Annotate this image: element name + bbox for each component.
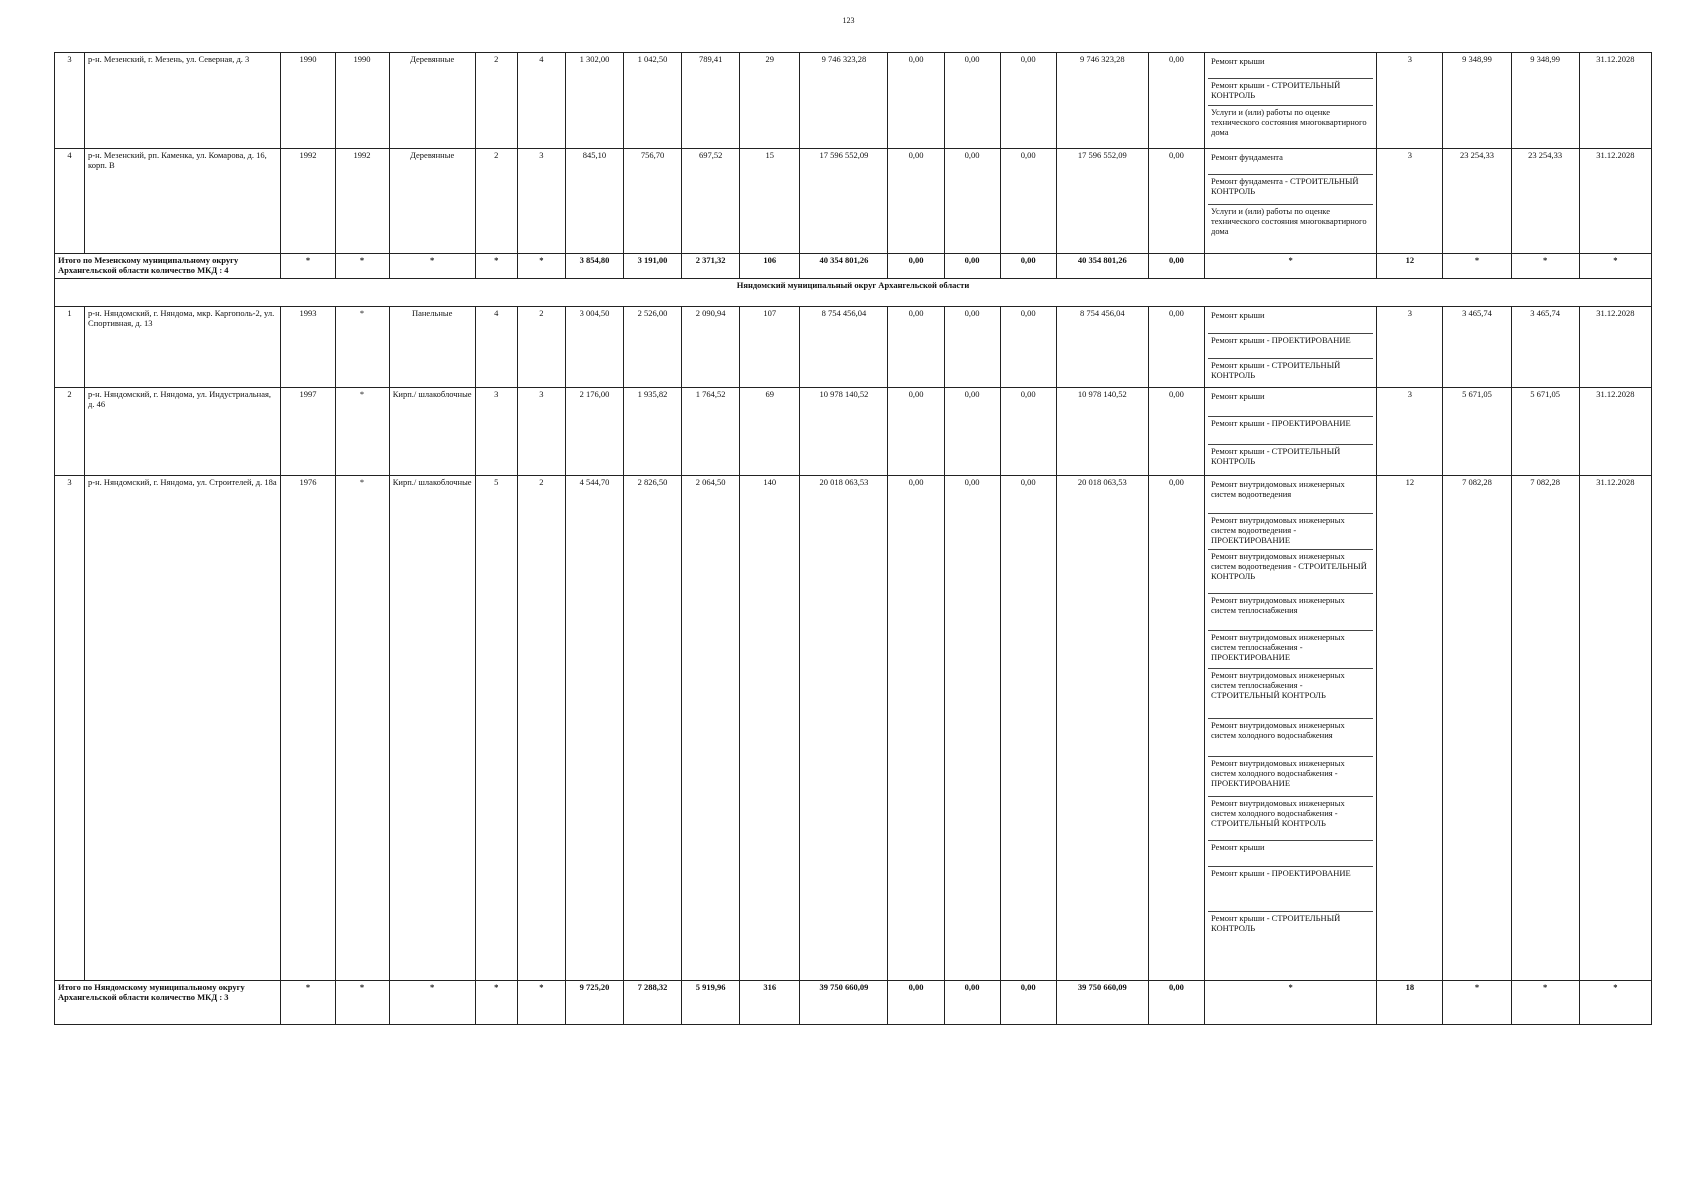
cell-works-count: 3: [1377, 149, 1443, 254]
work-item: Ремонт внутридомовых инженерных систем холодного водоснабжения - ПРОЕКТИРОВАНИЕ: [1208, 757, 1373, 797]
cell-area-total: 845,10: [565, 149, 623, 254]
work-item: Ремонт крыши - ПРОЕКТИРОВАНИЕ: [1208, 334, 1373, 359]
cell-deadline: 31.12.2028: [1579, 388, 1651, 476]
cell-residents: 69: [740, 388, 800, 476]
total-fund-regional: 0,00: [944, 254, 1000, 279]
cell-fund-local: 0,00: [1000, 53, 1056, 149]
cell-wall-material: Деревянные: [389, 149, 475, 254]
cell-entrances: 2: [517, 307, 565, 388]
work-item: Ремонт крыши - ПРОЕКТИРОВАНИЕ: [1208, 867, 1373, 912]
row-number: 4: [55, 149, 85, 254]
cell-cost-per-m2: 23 254,33: [1443, 149, 1511, 254]
work-item: Ремонт крыши: [1208, 390, 1373, 417]
cell-year-built: 1992: [281, 149, 335, 254]
total-entrances: *: [517, 981, 565, 1025]
cell-limit-per-m2: 7 082,28: [1511, 476, 1579, 981]
cell-fund-owners: 8 754 456,04: [1056, 307, 1148, 388]
building-row: [55, 388, 1652, 476]
cell-year-commission: *: [335, 476, 389, 981]
cell-fund-regional: 0,00: [944, 53, 1000, 149]
building-address: р-н. Няндомский, г. Няндома, мкр. Каргополь-2, ул. Спортивная, д. 13: [85, 307, 281, 388]
cell-area-residential: 2 090,94: [682, 307, 740, 388]
work-item: Ремонт крыши - СТРОИТЕЛЬНЫЙ КОНТРОЛЬ: [1211, 913, 1341, 933]
cell-limit-per-m2: 9 348,99: [1511, 53, 1579, 149]
cell-cost-total: 8 754 456,04: [800, 307, 888, 388]
total-year-built: *: [281, 981, 335, 1025]
cell-area-residential: 697,52: [682, 149, 740, 254]
work-item: Ремонт фундамента: [1208, 151, 1373, 175]
total-residents: 106: [740, 254, 800, 279]
cell-works-count: 3: [1377, 53, 1443, 149]
work-item: Ремонт крыши - СТРОИТЕЛЬНЫЙ КОНТРОЛЬ: [1208, 79, 1373, 106]
cell-area-premises: 1 935,82: [624, 388, 682, 476]
total-deadline: *: [1579, 981, 1651, 1025]
cell-deadline: 31.12.2028: [1579, 149, 1651, 254]
cell-limit-per-m2: 5 671,05: [1511, 388, 1579, 476]
cell-year-commission: *: [335, 388, 389, 476]
cell-entrances: 3: [517, 149, 565, 254]
building-address: р-н. Няндомский, г. Няндома, ул. Индустриальная, д. 46: [85, 388, 281, 476]
cell-area-total: 4 544,70: [565, 476, 623, 981]
cell-area-residential: 789,41: [682, 53, 740, 149]
work-item: Услуги и (или) работы по оценке технического состояния многоквартирного дома: [1211, 206, 1367, 236]
work-item: Ремонт крыши: [1208, 55, 1373, 79]
cell-wall-material: Деревянные: [389, 53, 475, 149]
total-works-count: 12: [1377, 254, 1443, 279]
cell-fund-owners: 10 978 140,52: [1056, 388, 1148, 476]
building-row: [55, 149, 1652, 254]
work-item: Ремонт внутридомовых инженерных систем холодного водоснабжения: [1208, 719, 1373, 757]
cell-floors: 2: [475, 149, 517, 254]
cell-fund-regional: 0,00: [944, 388, 1000, 476]
total-cost-total: 40 354 801,26: [800, 254, 888, 279]
cell-floors: 5: [475, 476, 517, 981]
cell-fund-federal: 0,00: [888, 53, 944, 149]
cell-fund-regional: 0,00: [944, 307, 1000, 388]
cell-limit-per-m2: 23 254,33: [1511, 149, 1579, 254]
cell-fund-local: 0,00: [1000, 388, 1056, 476]
cell-residents: 29: [740, 53, 800, 149]
works-list: [1205, 476, 1377, 981]
cell-fund-owners: 9 746 323,28: [1056, 53, 1148, 149]
work-item: Ремонт крыши - ПРОЕКТИРОВАНИЕ: [1208, 417, 1373, 445]
cell-wall-material: Панельные: [389, 307, 475, 388]
total-wall-material: *: [389, 254, 475, 279]
cell-cost-total: 20 018 063,53: [800, 476, 888, 981]
cell-area-residential: 2 064,50: [682, 476, 740, 981]
cell-area-premises: 2 826,50: [624, 476, 682, 981]
cell-cost-per-m2: 7 082,28: [1443, 476, 1511, 981]
building-row: [55, 53, 1652, 149]
total-area-premises: 7 288,32: [624, 981, 682, 1025]
total-fund-owners: 40 354 801,26: [1056, 254, 1148, 279]
cell-area-residential: 1 764,52: [682, 388, 740, 476]
section-title: Няндомский муниципальный округ Архангельской области: [55, 279, 1652, 307]
cell-area-total: 1 302,00: [565, 53, 623, 149]
cell-area-premises: 1 042,50: [624, 53, 682, 149]
page-number: 123: [842, 16, 855, 25]
row-number: 2: [55, 388, 85, 476]
cell-fund-federal: 0,00: [888, 307, 944, 388]
cell-fund-regional: 0,00: [944, 149, 1000, 254]
cell-works-count: 3: [1377, 388, 1443, 476]
work-item: Ремонт крыши: [1208, 841, 1373, 867]
cell-fund-owners: 17 596 552,09: [1056, 149, 1148, 254]
cell-entrances: 3: [517, 388, 565, 476]
cell-entrances: 4: [517, 53, 565, 149]
register-body: [55, 53, 1652, 1025]
total-year-commission: *: [335, 254, 389, 279]
cell-fund-regional: 0,00: [944, 476, 1000, 981]
cell-deadline: 31.12.2028: [1579, 476, 1651, 981]
work-item: Ремонт внутридомовых инженерных систем водоотведения - СТРОИТЕЛЬНЫЙ КОНТРОЛЬ: [1208, 550, 1373, 594]
total-works: *: [1205, 254, 1377, 279]
cell-fund-federal: 0,00: [888, 476, 944, 981]
cell-cost-total: 10 978 140,52: [800, 388, 888, 476]
cell-fund-other: 0,00: [1148, 476, 1204, 981]
row-number: 3: [55, 53, 85, 149]
work-item: Ремонт внутридомовых инженерных систем теплоснабжения - СТРОИТЕЛЬНЫЙ КОНТРОЛЬ: [1208, 669, 1373, 719]
cell-fund-federal: 0,00: [888, 149, 944, 254]
work-item: Ремонт крыши - СТРОИТЕЛЬНЫЙ КОНТРОЛЬ: [1211, 446, 1341, 466]
work-item: Ремонт внутридомовых инженерных систем теплоснабжения: [1208, 594, 1373, 631]
cell-fund-owners: 20 018 063,53: [1056, 476, 1148, 981]
cell-area-premises: 2 526,00: [624, 307, 682, 388]
cell-fund-federal: 0,00: [888, 388, 944, 476]
cell-fund-local: 0,00: [1000, 149, 1056, 254]
cell-cost-per-m2: 3 465,74: [1443, 307, 1511, 388]
total-area-total: 3 854,80: [565, 254, 623, 279]
cell-wall-material: Кирп./ шлакоблочные: [389, 476, 475, 981]
cell-residents: 15: [740, 149, 800, 254]
cell-cost-per-m2: 9 348,99: [1443, 53, 1511, 149]
cell-cost-total: 17 596 552,09: [800, 149, 888, 254]
total-limit-per-m2: *: [1511, 981, 1579, 1025]
cell-residents: 140: [740, 476, 800, 981]
cell-limit-per-m2: 3 465,74: [1511, 307, 1579, 388]
total-area-total: 9 725,20: [565, 981, 623, 1025]
cell-year-commission: 1990: [335, 53, 389, 149]
total-fund-local: 0,00: [1000, 981, 1056, 1025]
total-deadline: *: [1579, 254, 1651, 279]
work-item: Ремонт крыши - СТРОИТЕЛЬНЫЙ КОНТРОЛЬ: [1211, 360, 1341, 380]
cell-fund-other: 0,00: [1148, 149, 1204, 254]
work-item: Ремонт внутридомовых инженерных систем водоотведения: [1208, 478, 1373, 514]
cell-floors: 4: [475, 307, 517, 388]
cell-wall-material: Кирп./ шлакоблочные: [389, 388, 475, 476]
cell-year-built: 1997: [281, 388, 335, 476]
cell-area-total: 3 004,50: [565, 307, 623, 388]
total-cost-per-m2: *: [1443, 254, 1511, 279]
section-header-row: [55, 279, 1652, 307]
cell-year-commission: 1992: [335, 149, 389, 254]
total-works-count: 18: [1377, 981, 1443, 1025]
works-list: [1205, 307, 1377, 388]
cell-fund-other: 0,00: [1148, 388, 1204, 476]
total-fund-other: 0,00: [1148, 981, 1204, 1025]
cell-year-commission: *: [335, 307, 389, 388]
total-year-commission: *: [335, 981, 389, 1025]
cell-fund-local: 0,00: [1000, 476, 1056, 981]
work-item: Услуги и (или) работы по оценке технического состояния многоквартирного дома: [1211, 107, 1367, 137]
work-item: Ремонт фундамента - СТРОИТЕЛЬНЫЙ КОНТРОЛЬ: [1208, 175, 1373, 205]
cell-works-count: 12: [1377, 476, 1443, 981]
total-label: Итого по Няндомскому муниципальному округу Архангельской области количество МКД : 3: [55, 981, 281, 1025]
total-wall-material: *: [389, 981, 475, 1025]
cell-entrances: 2: [517, 476, 565, 981]
cell-year-built: 1993: [281, 307, 335, 388]
total-area-residential: 5 919,96: [682, 981, 740, 1025]
building-address: р-н. Няндомский, г. Няндома, ул. Строителей, д. 18а: [85, 476, 281, 981]
building-address: р-н. Мезенский, г. Мезень, ул. Северная, д. 3: [85, 53, 281, 149]
total-limit-per-m2: *: [1511, 254, 1579, 279]
total-row: [55, 254, 1652, 279]
total-fund-regional: 0,00: [944, 981, 1000, 1025]
building-row: [55, 307, 1652, 388]
cell-area-premises: 756,70: [624, 149, 682, 254]
building-row: [55, 476, 1652, 981]
total-fund-federal: 0,00: [888, 254, 944, 279]
building-address: р-н. Мезенский, рп. Каменка, ул. Комарова, д. 16, корп. В: [85, 149, 281, 254]
total-fund-other: 0,00: [1148, 254, 1204, 279]
cell-cost-total: 9 746 323,28: [800, 53, 888, 149]
total-area-premises: 3 191,00: [624, 254, 682, 279]
works-list: [1205, 388, 1377, 476]
total-fund-local: 0,00: [1000, 254, 1056, 279]
total-fund-owners: 39 750 660,09: [1056, 981, 1148, 1025]
total-entrances: *: [517, 254, 565, 279]
cell-deadline: 31.12.2028: [1579, 53, 1651, 149]
cell-fund-other: 0,00: [1148, 307, 1204, 388]
work-item: Ремонт внутридомовых инженерных систем водоотведения - ПРОЕКТИРОВАНИЕ: [1208, 514, 1373, 550]
work-item: Ремонт крыши: [1208, 309, 1373, 334]
capital-repair-register-table: [54, 52, 1652, 1025]
cell-residents: 107: [740, 307, 800, 388]
row-number: 3: [55, 476, 85, 981]
cell-fund-other: 0,00: [1148, 53, 1204, 149]
works-list: [1205, 149, 1377, 254]
total-residents: 316: [740, 981, 800, 1025]
total-area-residential: 2 371,32: [682, 254, 740, 279]
total-cost-per-m2: *: [1443, 981, 1511, 1025]
row-number: 1: [55, 307, 85, 388]
cell-deadline: 31.12.2028: [1579, 307, 1651, 388]
total-row: [55, 981, 1652, 1025]
total-fund-federal: 0,00: [888, 981, 944, 1025]
cell-area-total: 2 176,00: [565, 388, 623, 476]
works-list: [1205, 53, 1377, 149]
cell-floors: 3: [475, 388, 517, 476]
total-floors: *: [475, 254, 517, 279]
total-floors: *: [475, 981, 517, 1025]
total-cost-total: 39 750 660,09: [800, 981, 888, 1025]
total-year-built: *: [281, 254, 335, 279]
cell-fund-local: 0,00: [1000, 307, 1056, 388]
work-item: Ремонт внутридомовых инженерных систем холодного водоснабжения - СТРОИТЕЛЬНЫЙ КОНТРОЛЬ: [1208, 797, 1373, 841]
cell-year-built: 1990: [281, 53, 335, 149]
total-works: *: [1205, 981, 1377, 1025]
cell-cost-per-m2: 5 671,05: [1443, 388, 1511, 476]
cell-floors: 2: [475, 53, 517, 149]
work-item: Ремонт внутридомовых инженерных систем теплоснабжения - ПРОЕКТИРОВАНИЕ: [1208, 631, 1373, 669]
total-label: Итого по Мезенскому муниципальному округу Архангельской области количество МКД : 4: [55, 254, 281, 279]
cell-year-built: 1976: [281, 476, 335, 981]
cell-works-count: 3: [1377, 307, 1443, 388]
